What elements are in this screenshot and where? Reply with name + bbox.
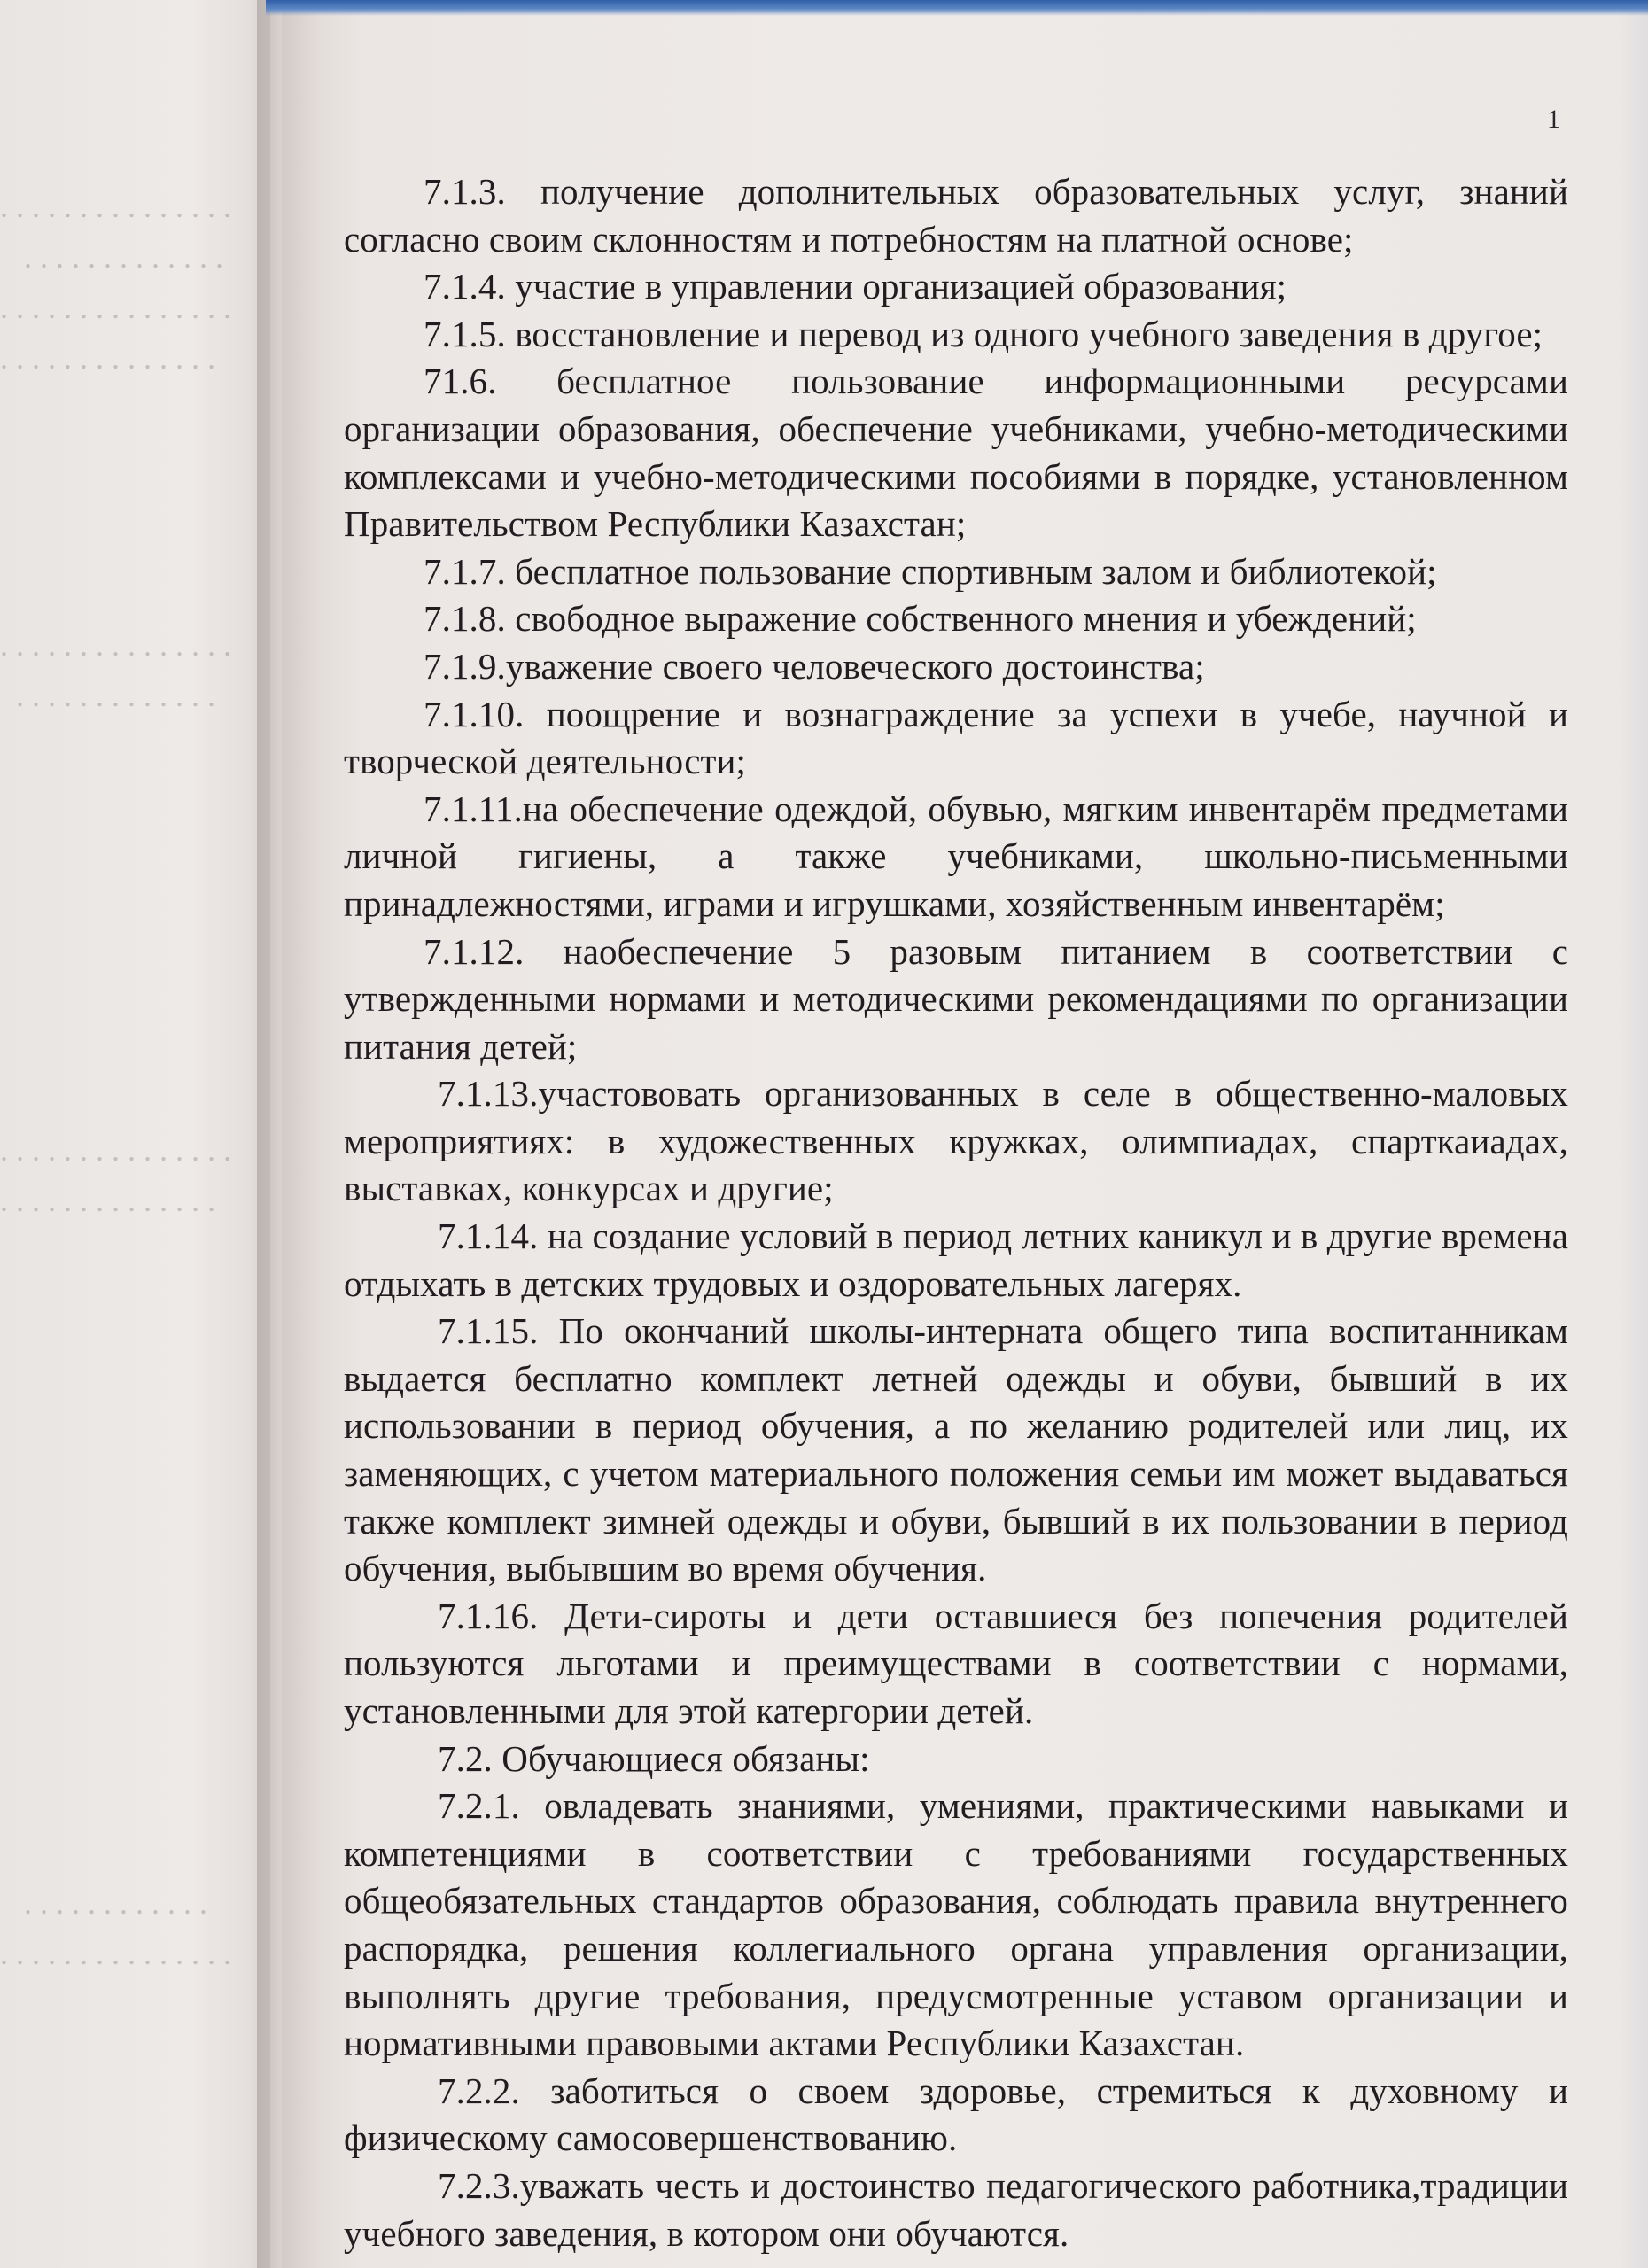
paragraph-7-2-2: 7.2.2. заботиться о своем здоровье, стремиться к духовному и физическому самосовершенствованию. <box>344 2070 1568 2159</box>
bleed-through-text: . . . . . . . . . . . . . . . <box>0 1132 231 1168</box>
bleed-through-text: . . . . . . . . . . . . <box>0 1885 207 1921</box>
bleed-through-text: . . . . . . . . . . . . . <box>0 239 223 275</box>
paragraph-7-1-8: 7.1.8. свободное выражение собственного мнения и убеждений; <box>424 598 1417 640</box>
scanner-top-edge <box>266 0 1648 16</box>
paragraph-7-1-11: 7.1.11.на обеспечение одеждой, обувью, мягким инвентарём предметами личной гигиены, а также учебниками, школьно-письменными принадлежностями, играми и игрушками, хозяйственным инвентарём; <box>344 788 1568 924</box>
paragraph-7-1-7: 7.1.7. бесплатное пользование спортивным залом и библиотекой; <box>424 550 1437 592</box>
paragraph-7-1-4: 7.1.4. участие в управлении организацией образования; <box>424 266 1287 307</box>
paragraph-7-1-13: 7.1.13.участововать организованных в селе в общественно-маловых мероприятиях: в художественных кружках, олимпиадах, спарткаиадах, выставках, конкурсах и другие; <box>344 1073 1568 1209</box>
paragraph-7-2: 7.2. Обучающиеся обязаны: <box>438 1737 870 1779</box>
paragraph-7-1-3: 7.1.3. получение дополнительных образовательных услуг, знаний согласно своим склонностям и потребностям на платной основе; <box>344 171 1568 260</box>
bleed-through-text: . . . . . . . . . . . . . . . <box>0 1936 231 1971</box>
paragraph-7-1-6: 71.6. бесплатное пользование информационными ресурсами организации образования, обеспечение учебниками, учебно-методическими комплексами и учебно-методическими пособиями в порядке, установленном Правительством Республики Казахстан; <box>344 361 1568 545</box>
paragraph-7-1-16: 7.1.16. Дети-сироты и дети оставшиеся без попечения родителей пользуются льготами и преимуществами в соответствии с нормами, установленными для этой катергории детей. <box>344 1595 1568 1731</box>
bleed-through-text: . . . . . . . . . . . . . . . <box>0 290 231 325</box>
adjacent-page <box>0 0 270 2268</box>
paragraph-7-1-9: 7.1.9.уважение своего человеческого достоинства; <box>424 645 1205 687</box>
bleed-through-text: . . . . . . . . . . . . . . . <box>0 627 231 663</box>
document-body <box>344 168 1568 2257</box>
paragraph-7-2-3: 7.2.3.уважать честь и достоинство педагогического работника,традиции учебного заведения, в котором они обучаются. <box>344 2164 1568 2254</box>
paragraph-7-1-10: 7.1.10. поощрение и вознаграждение за успехи в учебе, научной и творческой деятельности; <box>344 693 1568 782</box>
binding-shadow <box>257 0 319 2268</box>
page-edge <box>1618 0 1648 2268</box>
paragraph-7-1-15: 7.1.15. По окончаний школы-интерната общего типа воспитанникам выдается бесплатно комплект летней одежды и обуви, бывший в их использовании в период обучения, а по желанию родителей или лиц, их заменяющих, с учетом материального положения семьи им может выдаваться также комплект зимней одежды и обуви, бывший в их пользовании в период обучения, выбывшим во время обучения. <box>344 1310 1568 1589</box>
page-number: 1 <box>1547 105 1560 134</box>
paragraph-7-1-12: 7.1.12. наобеспечение 5 разовым питанием в соответствии с утвержденными нормами и методическими рекомендациями по организации питания детей; <box>344 930 1568 1067</box>
bleed-through-text: . . . . . . . . . . . . . . . <box>0 189 231 224</box>
bleed-through-text: . . . . . . . . . . . . . . <box>0 340 215 376</box>
bleed-through-text: . . . . . . . . . . . . . <box>0 678 215 713</box>
bleed-through-text: . . . . . . . . . . . . . . <box>0 1183 215 1218</box>
paragraph-7-1-5: 7.1.5. восстановление и перевод из одного учебного заведения в другое; <box>424 313 1543 354</box>
paragraph-7-1-14: 7.1.14. на создание условий в период летних каникул и в другие времена отдыхать в детских трудовых и оздоровательных лагерях. <box>344 1216 1568 1304</box>
paragraph-7-2-1: 7.2.1. овладевать знаниями, умениями, практическими навыками и компетенциями в соответствии с требованиями государственных общеобязательных стандартов образования, соблюдать правила внутреннего распорядка, решения коллегиального органа управления организации, выполнять другие требования, предусмотренные уставом организации и нормативными правовыми актами Республики Казахстан. <box>344 1785 1568 2064</box>
